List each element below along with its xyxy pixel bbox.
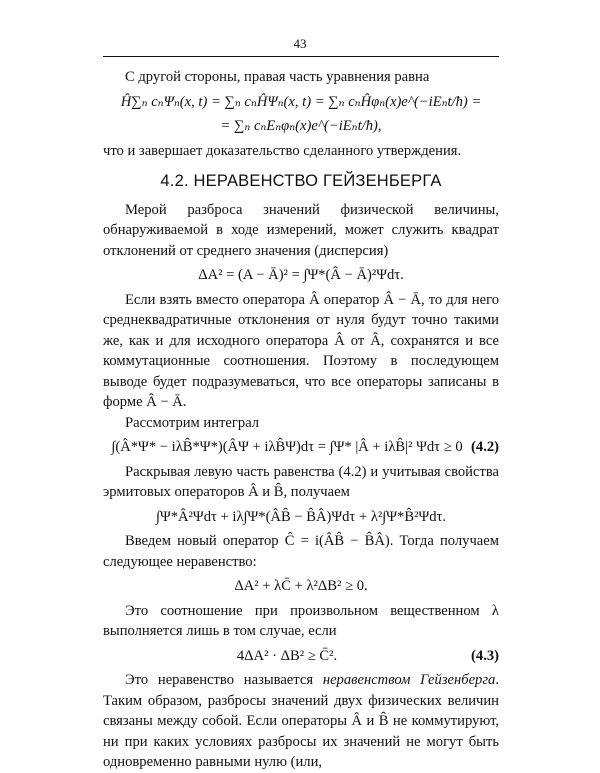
header-rule — [103, 56, 499, 57]
equation-sum-line-1: Ĥ∑ₙ cₙΨₙ(x, t) = ∑ₙ cₙĤΨₙ(x, t) = ∑ₙ cₙĤφₙ(x)e^(−iEₙt/ħ) = — [120, 93, 482, 110]
paragraph-holds: Это соотношение при произвольном вещественном λ выполняется лишь в том случае, если — [103, 602, 499, 639]
equation-heisenberg: 4ΔA² · ΔB² ≥ C̄². — [236, 647, 338, 664]
paragraph-called-rest: . Таким образом, разбросы значений двух физических величин связаны между собой. Если операторы Â и B̂ не коммутируют, ни при каких условиях разбросы их значений не могут быть одновременно равными нулю (или, — [103, 672, 499, 770]
paragraph-instead: Если взять вместо оператора Â оператор Â − Ā, то для него среднеквадратичные отклонения от нуля будут точно такими же, как и для исходного оператора Â от Â, сохранятся и все коммутационные соотношения. Поэтому в последующем выводе будет подразумеваться, что все операторы записаны в форме Â − Ā. — [103, 291, 499, 410]
paragraph-new-operator: Введем новый оператор Ĉ = i(ÂB̂ − B̂Â). Тогда получаем следующее неравенство: — [103, 533, 499, 570]
paragraph-measure: Мерой разброса значений физической величины, обнаруживаемой в ходе измерений, может служить квадрат отклонений от среднего значения (дисперсия) — [103, 201, 499, 259]
equation-sum-line-2: = ∑ₙ cₙEₙφₙ(x)e^(−iEₙt/ħ), — [220, 118, 382, 134]
equation-dispersion: ΔA² = (A − Ā)² = ∫Ψ*(Â − Ā)²Ψdτ. — [198, 267, 404, 283]
paragraph-called-start: Это неравенство называется — [125, 672, 323, 688]
equation-number-4-3: (4.3) — [471, 647, 499, 664]
paragraph-consider: Рассмотрим интеграл — [125, 414, 260, 431]
equation-integral: ∫(Â*Ψ* − iλB̂*Ψ*)(ÂΨ + iλB̂Ψ)dτ = ∫Ψ* |Â + iλB̂|² Ψdτ ≥ 0 — [111, 439, 463, 455]
section-title: 4.2. НЕРАВЕНСТВО ГЕЙЗЕНБЕРГА — [160, 172, 442, 190]
equation-number-4-2: (4.2) — [471, 439, 499, 455]
equation-quadratic: ΔA² + λC̄ + λ²ΔB² ≥ 0. — [234, 578, 368, 594]
page-number: 43 — [293, 36, 307, 51]
term-heisenberg-inequality: неравенством Гейзенберга — [322, 672, 496, 688]
equation-integral-row — [103, 437, 499, 458]
paragraph-called — [103, 670, 499, 773]
paragraph-completes: что и завершает доказательство сделанного утверждения. — [103, 142, 462, 159]
equation-expanded: ∫Ψ*Â²Ψdτ + iλ∫Ψ*(ÂB̂ − B̂Â)Ψdτ + λ²∫Ψ*B̂²Ψdτ. — [155, 508, 447, 525]
paragraph-other-side: С другой стороны, правая часть уравнения равна — [125, 69, 430, 85]
equation-heisenberg-row — [103, 646, 499, 667]
page-content — [103, 67, 499, 773]
paragraph-expanding: Раскрывая левую часть равенства (4.2) и учитывая свойства эрмитовых операторов Â и B̂, получаем — [103, 463, 499, 500]
